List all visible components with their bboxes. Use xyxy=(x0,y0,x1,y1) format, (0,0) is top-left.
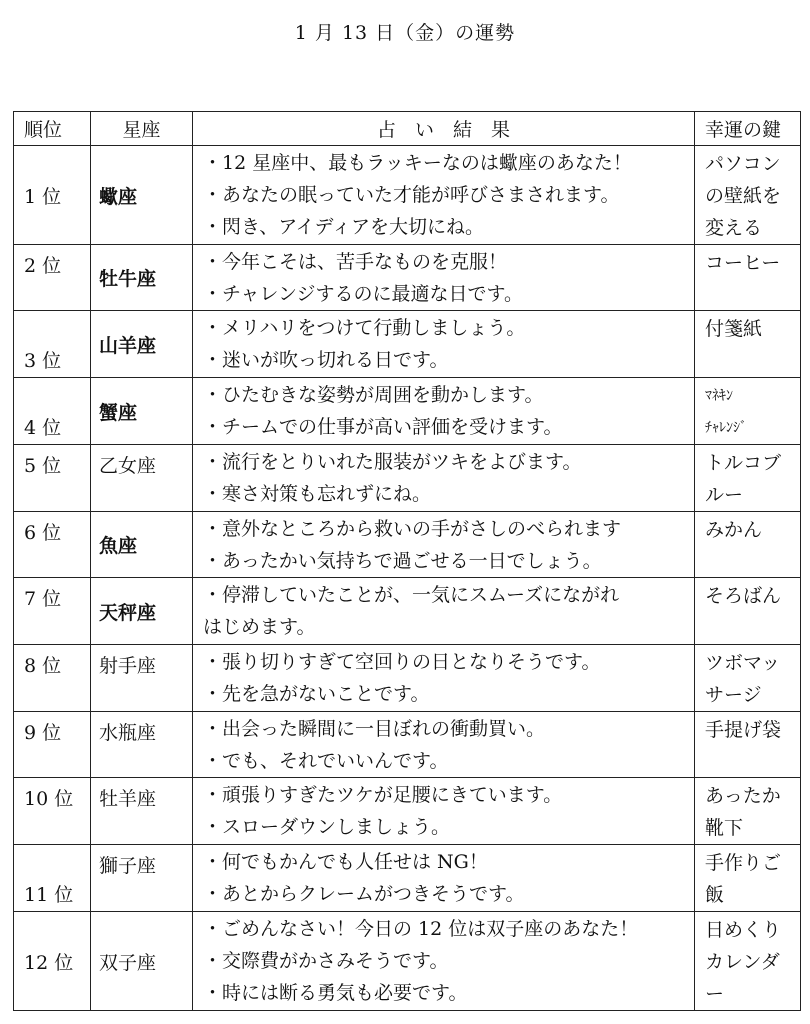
result-cell xyxy=(193,845,695,912)
result-line: はじめます。 xyxy=(203,616,316,638)
table-row xyxy=(14,146,801,245)
result-cell xyxy=(193,146,695,245)
header-row xyxy=(14,112,801,146)
header-result: 占 い 結 果 xyxy=(193,112,695,146)
sign-cell: 天秤座 xyxy=(91,578,193,645)
result-line: ・チームでの仕事が高い評価を受けます。 xyxy=(203,416,563,438)
lucky-key-cell xyxy=(695,912,801,1011)
sign-cell: 牡羊座 xyxy=(91,778,193,845)
lucky-key-cell xyxy=(695,146,801,245)
result-cell xyxy=(193,445,695,512)
table-row xyxy=(14,645,801,712)
sign-cell: 牡牛座 xyxy=(91,245,193,311)
lucky-key-cell xyxy=(695,378,801,445)
result-cell xyxy=(193,912,695,1011)
rank-cell: 7 位 xyxy=(14,578,91,645)
result-line: ・張り切りすぎて空回りの日となりそうです。 xyxy=(203,651,601,673)
lucky-key-cell xyxy=(695,778,801,845)
lucky-key-cell xyxy=(695,245,801,311)
header-key: 幸運の鍵 xyxy=(695,112,801,146)
result-line: ・交際費がかさみそうです。 xyxy=(203,950,449,972)
result-cell xyxy=(193,512,695,578)
rank-cell: 10 位 xyxy=(14,778,91,845)
lucky-key-line: パソコン xyxy=(705,153,781,175)
lucky-key-line: ツボマッ xyxy=(705,652,781,674)
result-line: ・メリハリをつけて行動しましょう。 xyxy=(203,317,526,339)
table-row xyxy=(14,578,801,645)
lucky-key-line: そろばん xyxy=(705,585,782,607)
sign-cell: 獅子座 xyxy=(91,845,193,912)
lucky-key-cell xyxy=(695,645,801,712)
result-line: ・あったかい気持ちで過ごせる一日でしょう。 xyxy=(203,549,602,572)
lucky-key-line: カレンダ xyxy=(705,951,780,973)
result-line: ・寒さ対策も忘れずにね。 xyxy=(203,483,432,505)
lucky-key-line: コーヒー xyxy=(705,252,781,274)
rank-cell: 2 位 xyxy=(14,245,91,311)
horoscope-table xyxy=(13,111,801,1011)
table-row xyxy=(14,311,801,378)
rank-cell: 9 位 xyxy=(14,712,91,778)
sign-cell: 山羊座 xyxy=(91,311,193,378)
result-line: ・あなたの眠っていた才能が呼びさまされます。 xyxy=(203,184,620,206)
rank-cell: 6 位 xyxy=(14,512,91,578)
result-line: ・チャレンジするのに最適な日です。 xyxy=(203,282,523,305)
lucky-key-line: 手提げ袋 xyxy=(705,719,782,741)
result-line: ・何でもかんでも人任せは NG！ xyxy=(203,851,488,873)
result-line: ・意外なところから救いの手がさしのべられます xyxy=(203,517,622,540)
table-row xyxy=(14,712,801,778)
lucky-key-line: ﾁｬﾚﾝｼﾞ xyxy=(705,420,747,436)
lucky-key-line: サージ xyxy=(705,684,762,706)
result-cell xyxy=(193,645,695,712)
lucky-key-line: 日めくり xyxy=(705,919,782,941)
result-cell xyxy=(193,378,695,445)
sign-cell: 乙女座 xyxy=(91,445,193,512)
page-title: 1 月 13 日（金）の運勢 xyxy=(294,22,516,44)
rank-cell: 12 位 xyxy=(14,912,91,1011)
result-line: ・今年こそは、苦手なものを克服！ xyxy=(203,250,508,273)
result-cell xyxy=(193,712,695,778)
lucky-key-line: トルコブ xyxy=(705,452,782,474)
result-cell xyxy=(193,578,695,645)
result-line: ・迷いが吹っ切れる日です。 xyxy=(203,349,449,371)
result-line: ・12 星座中、最もラッキーなのは蠍座のあなた！ xyxy=(203,152,632,174)
lucky-key-line: ー xyxy=(705,983,725,1005)
rank-cell: 3 位 xyxy=(14,311,91,378)
result-line: ・でも、それでいいんです。 xyxy=(203,749,449,772)
result-line: ・スローダウンしましょう。 xyxy=(203,816,451,838)
result-line: ・流行をとりいれた服装がツキをよびます。 xyxy=(203,451,582,473)
lucky-key-line: 靴下 xyxy=(705,817,744,839)
lucky-key-cell xyxy=(695,845,801,912)
result-line: ・先を急がないことです。 xyxy=(203,683,430,705)
sign-cell: 水瓶座 xyxy=(91,712,193,778)
result-line: ・ごめんなさい！今日の 12 位は双子座のあなた！ xyxy=(203,918,639,940)
table-row xyxy=(14,845,801,912)
result-line: ・頑張りすぎたツケが足腰にきています。 xyxy=(203,784,563,806)
rank-cell: 11 位 xyxy=(14,845,91,912)
table-row xyxy=(14,378,801,445)
result-line: ・ひたむきな姿勢が周囲を動かします。 xyxy=(203,384,544,406)
lucky-key-cell xyxy=(695,512,801,578)
sign-cell: 蟹座 xyxy=(91,378,193,445)
lucky-key-line: 付箋紙 xyxy=(705,318,763,340)
lucky-key-cell xyxy=(695,578,801,645)
sign-cell: 魚座 xyxy=(91,512,193,578)
lucky-key-cell xyxy=(695,712,801,778)
rank-cell: 4 位 xyxy=(14,378,91,445)
rank-cell: 8 位 xyxy=(14,645,91,712)
rank-cell: 5 位 xyxy=(14,445,91,512)
lucky-key-line: みかん xyxy=(705,519,763,541)
header-rank: 順位 xyxy=(14,112,91,146)
lucky-key-line: 手作りご xyxy=(705,852,782,874)
sign-cell: 射手座 xyxy=(91,645,193,712)
result-line: ・あとからクレームがつきそうです。 xyxy=(203,883,525,905)
rank-cell: 1 位 xyxy=(14,146,91,245)
sign-cell: 蠍座 xyxy=(91,146,193,245)
lucky-key-line: ﾏﾈｷﾝ xyxy=(705,388,733,404)
result-line: ・停滞していたことが、一気にスムーズにながれ xyxy=(203,584,620,606)
lucky-key-line: あったか xyxy=(705,785,781,807)
lucky-key-line: 変える xyxy=(705,217,763,239)
result-line: ・閃き、アイディアを大切にね。 xyxy=(203,216,485,238)
header-sign: 星座 xyxy=(91,112,193,146)
result-line: ・出会った瞬間に一目ぼれの衝動買い。 xyxy=(203,717,546,740)
table-row xyxy=(14,245,801,311)
table-row xyxy=(14,778,801,845)
result-line: ・時には断る勇気も必要です。 xyxy=(203,982,468,1004)
table-row xyxy=(14,512,801,578)
lucky-key-cell xyxy=(695,311,801,378)
result-cell xyxy=(193,311,695,378)
lucky-key-line: の壁紙を xyxy=(705,185,782,207)
sign-cell: 双子座 xyxy=(91,912,193,1011)
result-cell xyxy=(193,778,695,845)
table-row xyxy=(14,445,801,512)
lucky-key-line: ルー xyxy=(705,484,744,506)
lucky-key-cell xyxy=(695,445,801,512)
table-row xyxy=(14,912,801,1011)
result-cell xyxy=(193,245,695,311)
lucky-key-line: 飯 xyxy=(705,884,725,906)
